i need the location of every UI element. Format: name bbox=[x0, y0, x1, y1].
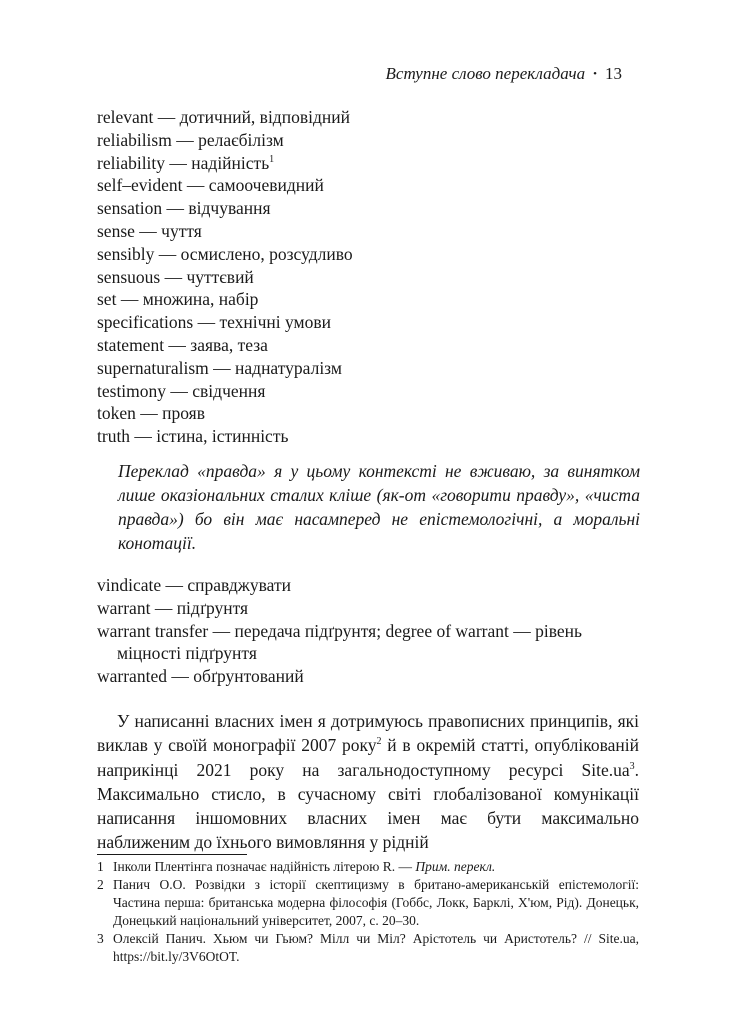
body-paragraph bbox=[97, 709, 639, 855]
glossary-entry: sensibly — осмислено, розсудливо bbox=[97, 243, 353, 264]
glossary-entry: sensuous — чуттєвий bbox=[97, 266, 254, 287]
footnote-marker: 2 bbox=[376, 736, 382, 748]
glossary-entry: relevant — дотичний, відповідний bbox=[97, 107, 350, 127]
footnote-marker: 3 bbox=[629, 760, 635, 772]
glossary-entry: vindicate — справджувати bbox=[97, 575, 291, 595]
glossary-entry: statement — заява, теза bbox=[97, 334, 268, 355]
footnote bbox=[97, 876, 639, 930]
glossary-entry: set — множина, набір bbox=[97, 289, 259, 310]
glossary-entry: truth — істина, істинність bbox=[97, 426, 289, 447]
running-head bbox=[386, 64, 622, 84]
running-head-separator: • bbox=[593, 68, 597, 80]
page-number: 13 bbox=[605, 64, 622, 83]
running-head-title: Вступне слово перекладача bbox=[385, 64, 586, 83]
glossary-entry: sensation — відчування bbox=[97, 198, 271, 219]
footnote-abbrev: Прим. перекл. bbox=[415, 859, 496, 874]
glossary-entry: reliabilism — релаєбілізм bbox=[97, 129, 284, 150]
glossary-list bbox=[97, 106, 637, 448]
glossary-entry: warranted — обґрунтований bbox=[97, 666, 304, 687]
footnote-number: 3 bbox=[97, 931, 104, 946]
glossary-list-continued bbox=[97, 574, 642, 688]
footnote bbox=[97, 930, 639, 966]
footnote-text: Панич О.О. Розвідки з історії скептицизму в британо-американській епістемології: Частина перша: британська модерна філософія (Гоббс, Локк, Барклі, Х'юм, Рід). Донецьк, Донецький національний університет, 2007, с. 20–30. bbox=[113, 877, 639, 928]
glossary-entry bbox=[97, 152, 637, 175]
footnotes bbox=[97, 858, 639, 966]
glossary-entry: warrant — підґрунтя bbox=[97, 597, 249, 618]
translator-note: Переклад «правда» я у цьому контексті не вживаю, за винятком лише оказіональних сталих кліше (як-от «говорити правду», «чиста правда») бо він має насамперед не епістемологічні, а моральні конотації. bbox=[118, 461, 640, 553]
footnote-body: Інколи Плентінга позначає надійність літерою R. — bbox=[113, 859, 416, 874]
glossary-entry: sense — чуття bbox=[97, 220, 202, 241]
glossary-entry: self–evident — самоочевидний bbox=[97, 175, 324, 196]
glossary-entry-text: reliability — надійність bbox=[97, 152, 270, 173]
glossary-entry: token — прояв bbox=[97, 403, 205, 424]
footnote-number: 2 bbox=[97, 877, 104, 892]
footnote-divider bbox=[97, 854, 247, 855]
paragraph-text: й в окремій статті, опублікованій наприкінці 2021 року на загальнодоступному ресурсі Site.ua bbox=[97, 735, 639, 780]
footnote-text: Олексій Панич. Хьюм чи Гьюм? Мілл чи Міл? Арістотель чи Аристотель? // Site.ua, https://bit.ly/3V6OtOT. bbox=[113, 931, 639, 964]
glossary-entry: warrant transfer — передача підґрунтя; degree of warrant — рівень міцності підґрунтя bbox=[97, 620, 582, 664]
glossary-entry: specifications — технічні умови bbox=[97, 312, 332, 333]
glossary-entry: testimony — свідчення bbox=[97, 380, 266, 401]
glossary-entry: supernaturalism — наднатуралізм bbox=[97, 357, 342, 378]
paragraph-text: У написанні власних імен я дотримуюсь правописних принципів, які виклав у своїй монографії 2007 року bbox=[97, 711, 639, 756]
footnote-marker: 1 bbox=[269, 153, 275, 165]
footnote bbox=[97, 858, 639, 876]
paragraph-text: . Максимально стисло, в сучасному світі глобалізованої комунікації написання іншомовних власних імен має бути максимально наближеним до їхнього вимовляння у рідній bbox=[97, 759, 639, 853]
footnote-text bbox=[113, 858, 639, 876]
footnote-number: 1 bbox=[97, 859, 104, 874]
